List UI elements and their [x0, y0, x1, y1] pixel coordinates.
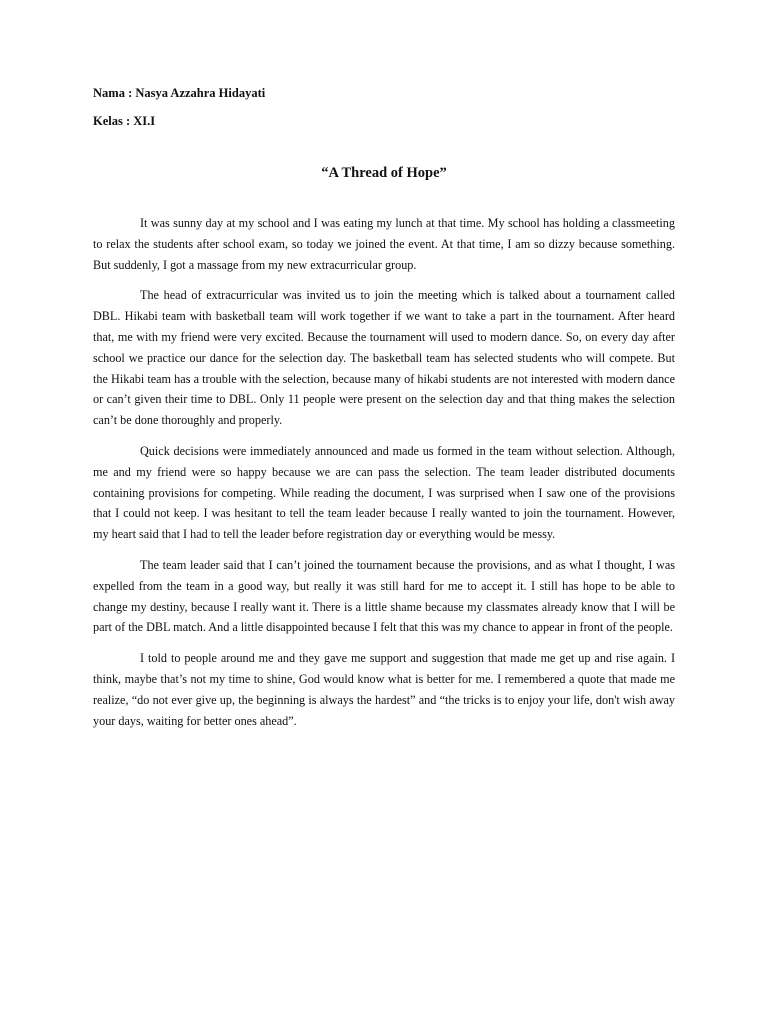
student-name: Nama : Nasya Azzahra Hidayati	[93, 86, 266, 100]
paragraph-1: It was sunny day at my school and I was eating my lunch at that time. My school has holding a classmeeting to relax the students after school exam, so today we joined the event. At that time, I am so dizzy because something. But suddenly, I got a massage from my new extracurricular group.	[93, 216, 675, 272]
essay-body	[93, 213, 675, 731]
paragraph-2: The head of extracurricular was invited us to join the meeting which is talked about a tournament called DBL. Hikabi team with basketball team will work together if we want to take a part in the tournament. After heard that, me with my friend were very excited. Because the tournament will used to modern dance. So, on every day after school we practice our dance for the selection day. The basketball team has selected students who will compete. But the Hikabi team has a trouble with the selection, because many of hikabi students are not interested with modern dance or can’t given their time to DBL. Only 11 people were present on the selection day and that thing makes the selection can’t be done thoroughly and properly.	[93, 288, 675, 428]
student-class: Kelas : XI.I	[93, 114, 156, 128]
paragraph-3: Quick decisions were immediately announced and made us formed in the team without selection. Although, me and my friend were so happy because we are can pass the selection. The team leader distributed documents containing provisions for competing. While reading the document, I was surprised when I saw one of the provisions that I could not keep. I was hesitant to tell the team leader because I really wanted to join the tournament. However, my heart said that I had to tell the leader before registration day or everything would be messy.	[93, 443, 675, 542]
paragraph-5: I told to people around me and they gave me support and suggestion that made me get up and rise again. I think, maybe that’s not my time to shine, God would know what is better for me. I remembered a quote that made me realize, “do not ever give up, the beginning is always the hardest” and “the tricks is to enjoy your life, don't wish away your days, waiting for better ones ahead”.	[93, 651, 675, 728]
document-page	[93, 84, 675, 741]
paragraph-4: The team leader said that I can’t joined the tournament because the provisions, and as what I thought, I was expelled from the team in a good way, but really it was still hard for me to accept it. I still has hope to be able to change my destiny, because I really want it. There is a little shame because my classmates already know that I will be part of the DBL match. And a little disappointed because I felt that this was my chance to appear in front of the people.	[93, 557, 675, 635]
essay-title: “A Thread of Hope”	[321, 165, 447, 181]
